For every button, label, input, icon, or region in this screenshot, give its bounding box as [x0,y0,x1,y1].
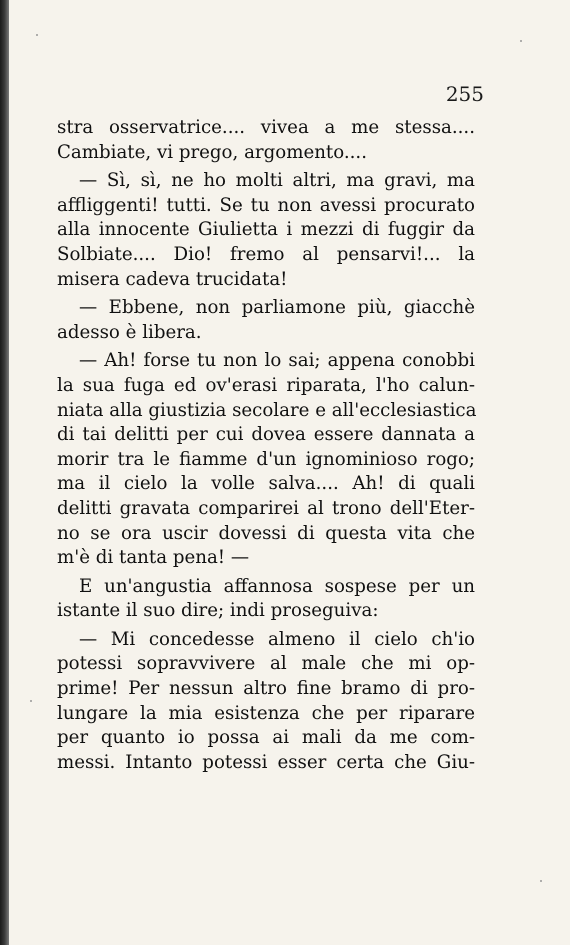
text-line: adesso è libera. [57,321,202,343]
text-line: Cambiate, vi prego, argomento.... [57,141,367,163]
text-line: lungare la mia esistenza che per riparare [57,702,475,724]
text-line: potessi sopravvivere al male che mi op- [57,653,475,675]
text-line: misera cadeva trucidata! [57,268,288,290]
text-line: affliggenti! tutti. Se tu non avessi procurato [57,194,475,216]
text-line: Solbiate.... Dio! fremo al pensarvi!... la [57,243,475,265]
text-line: E un'angustia affannosa sospese per un [79,575,475,597]
text-line: di tai delitti per cui dovea essere dannata a [57,424,475,446]
paper-speck [30,700,32,702]
text-line: niata alla giustizia secolare e all'ecclesiastica [57,399,477,421]
text-line: per quanto io possa ai mali da me com- [57,727,475,749]
text-line: morir tra le fiamme d'un ignominioso rogo; [57,448,475,470]
text-line: messi. Intanto potessi esser certa che Giu- [57,751,475,773]
text-line: — Mi concedesse almeno il cielo ch'io [79,628,475,650]
text-line: delitti gravata comparirei al trono dell'Eter- [57,497,475,519]
book-spine-edge [0,0,9,945]
page-number: 255 [445,82,484,106]
body-text [57,116,475,775]
text-line: ma il cielo la volle salva.... Ah! di quali [57,473,475,495]
text-line: alla innocente Giulietta i mezzi di fuggir da [57,219,475,241]
text-line: m'è di tanta pena! — [57,547,250,569]
paper-speck [520,40,522,42]
text-line: — Sì, sì, ne ho molti altri, ma gravi, ma [79,170,475,192]
paper-speck [540,880,542,882]
text-line: — Ebbene, non parliamone più, giacchè [79,297,475,319]
text-line: la sua fuga ed ov'erasi riparata, l'ho calun- [57,374,475,396]
text-line: — Ah! forse tu non lo sai; appena conobbi [79,350,475,372]
text-line: stra osservatrice.... vivea a me stessa.... [57,117,475,138]
text-line: no se ora uscir dovessi di questa vita che [57,522,475,544]
text-line: istante il suo dire; indi proseguiva: [57,600,379,622]
text-line: prime! Per nessun altro fine bramo di pro- [57,678,475,700]
paper-speck [36,34,38,36]
